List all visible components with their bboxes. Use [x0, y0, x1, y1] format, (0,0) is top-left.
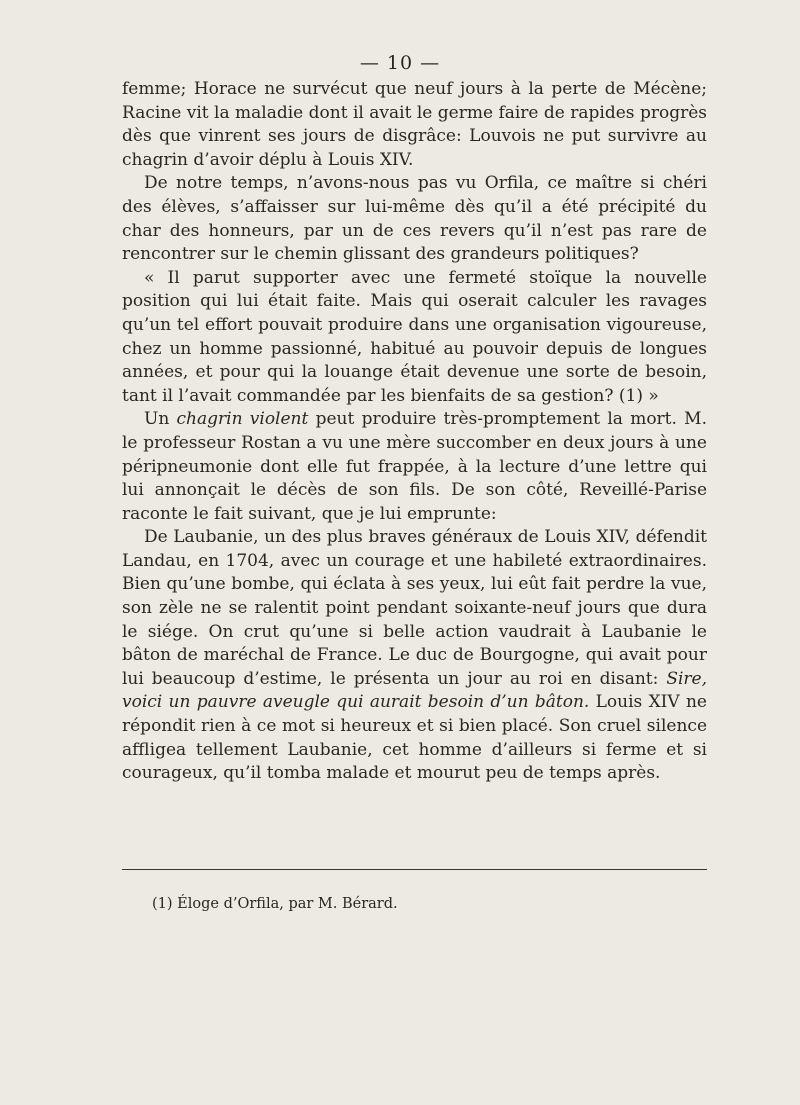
text-run: De notre temps, n’avons-nous pas vu Orfila, ce maître si chéri des élèves, s’affaisser sur lui-même dès qu’il a été précipité du char des honneurs, par un de ces revers qu’il n’est pas rare de rencontrer sur le chemin glissant des grandeurs politiques?: [122, 173, 707, 265]
italic-phrase: Sire, voici un pauvre aveugle qui aurait besoin d’un bâton.: [122, 668, 707, 713]
footnote-divider: [122, 869, 707, 870]
paragraph: [122, 408, 707, 526]
text-run: De Laubanie, un des plus braves généraux de Louis XIV, défendit Landau, en 1704, avec un courage et une habileté extraordinaires. Bien qu’une bombe, qui éclata à ses yeux, lui eût fait perdre la vue, son zèle ne se ralentit point pendant soixante-neuf jours que dura le siége. On crut qu’une si belle action vaudrait à Laubanie le bâton de maréchal de France. Le duc de Bourgogne, qui avait pour lui beaucoup d’estime, le présenta un jour au roi en disant:: [122, 527, 707, 689]
footnote: (1) Éloge d’Orfila, par M. Bérard.: [152, 896, 398, 912]
page-number: — 10 —: [359, 52, 441, 74]
text-run: femme; Horace ne survécut que neuf jours à la perte de Mécène; Racine vit la maladie dont il avait le germe faire de rapides progrès dès que vinrent ses jours de disgrâce: Louvois ne put survivre au chagrin d’avoir déplu à Louis XIV.: [122, 79, 707, 170]
paragraph: [122, 526, 707, 786]
body-text: [122, 78, 707, 786]
italic-phrase: chagrin violent: [176, 409, 309, 430]
text-run: Louis XIV ne répondit rien à ce mot si heureux et si bien placé. Son cruel silence affligea tellement Laubanie, cet homme d’ailleurs si ferme et si courageux, qu’il tomba malade et mourut peu de temps après.: [122, 692, 707, 784]
paragraph: [122, 267, 707, 409]
text-run: peut produire très-promptement la mort. M. le professeur Rostan a vu une mère succomber en deux jours à une péripneumonie dont elle fut frappée, à la lecture d’une lettre qui lui annonçait le décès de son fils. De son côté, Reveillé-Parise raconte le fait suivant, que je lui emprunte:: [122, 409, 707, 524]
paragraph: [122, 172, 707, 266]
text-run: « Il parut supporter avec une fermeté stoïque la nouvelle position qui lui était faite. Mais qui oserait calculer les ravages qu’un tel effort pouvait produire dans une organisation vigoureuse, chez un homme passionné, habitué au pouvoir depuis de longues années, et pour qui la louange était devenue une sorte de besoin, tant il l’avait commandée par les bienfaits de sa gestion? (1) »: [122, 267, 707, 406]
text-run: Un: [144, 409, 177, 430]
paragraph: [122, 78, 707, 172]
